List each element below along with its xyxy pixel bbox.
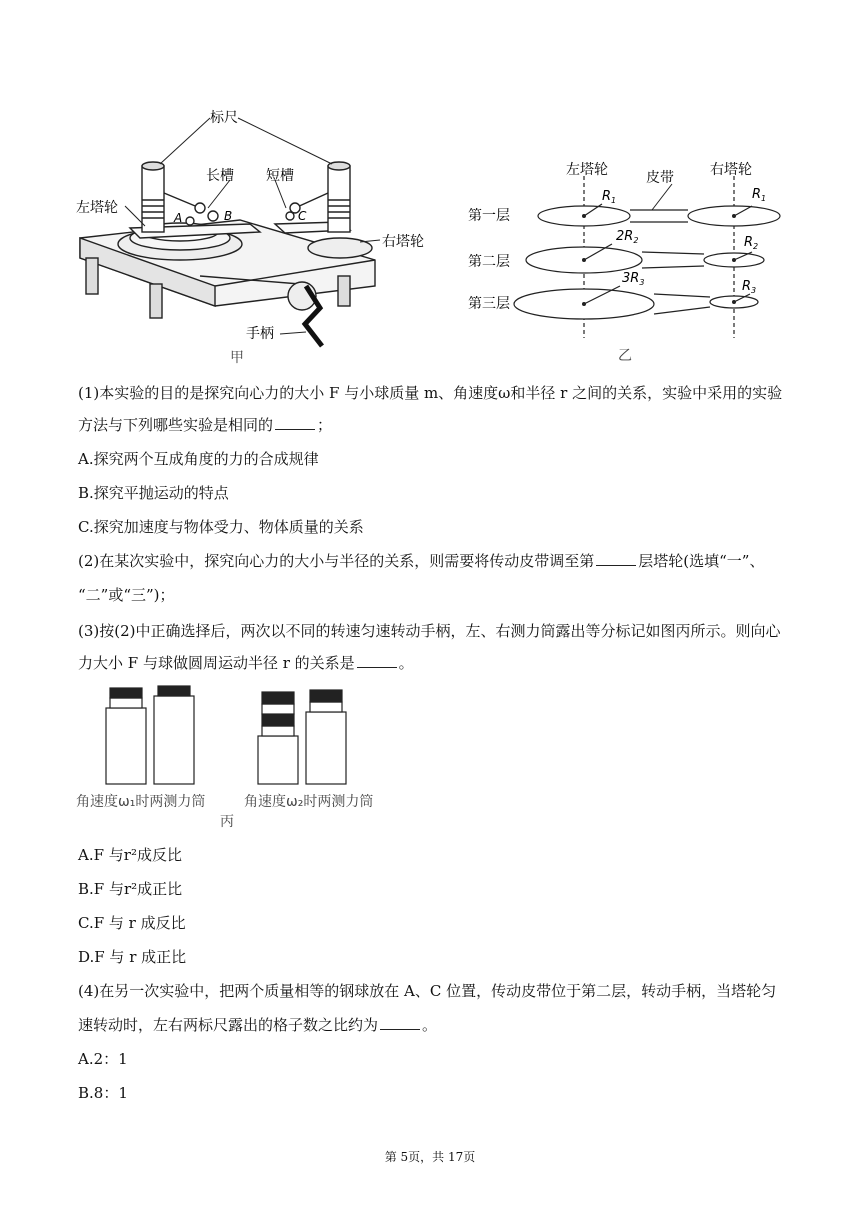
label-b: B <box>224 209 233 223</box>
q1-option-b: B.探究平抛运动的特点 <box>78 484 229 502</box>
q3-option-b: B.F 与r²成正比 <box>78 880 183 898</box>
q3-line2-end: 。 <box>398 654 414 672</box>
q3-line2-text: 力大小 F 与球做圆周运动半径 r 的关系是 <box>78 654 355 672</box>
label-duancao: 短槽 <box>266 168 294 184</box>
centripetal-apparatus-diagram <box>70 108 450 370</box>
label-layer-3: 第三层 <box>468 296 510 312</box>
q4-line1: (4)在另一次实验中，把两个质量相等的钢球放在 A、C 位置，传动皮带位于第二层，转动手柄，当塔轮匀 <box>78 982 777 1000</box>
label-zuotalun: 左塔轮 <box>76 200 118 216</box>
q1-option-c: C.探究加速度与物体受力、物体质量的关系 <box>78 518 364 536</box>
q4-option-b: B.8：1 <box>78 1084 128 1102</box>
q1-line1: (1)本实验的目的是探究向心力的大小 F 与小球质量 m、角速度ω和半径 r 之间的关系，实验中采用的实验 <box>78 384 783 402</box>
q1-line2 <box>78 414 332 436</box>
figure-bing <box>76 684 406 834</box>
label-belt: 皮带 <box>646 170 674 186</box>
q3-line2 <box>78 652 414 674</box>
q2-line1-end: 层塔轮(选填“一”、 <box>638 552 765 570</box>
label-c: C <box>298 209 307 223</box>
label-changcao: 长槽 <box>206 168 234 184</box>
figure-jia <box>70 108 450 370</box>
page-footer: 第 5页，共 17页 <box>384 1150 476 1164</box>
label-a: A <box>174 211 183 225</box>
q3-line1: (3)按(2)中正确选择后，两次以不同的转速匀速转动手柄，左、右测力筒露出等分标记如图丙所示。则向心 <box>78 622 781 640</box>
label-shoubing: 手柄 <box>246 326 274 342</box>
radius-left-1: $R_1$ <box>602 189 617 205</box>
q2-answer-blank <box>596 551 636 566</box>
label-layer-1: 第一层 <box>468 208 510 224</box>
q4-line2-end: 。 <box>422 1016 438 1034</box>
q3-answer-blank <box>357 653 397 668</box>
figure-yi <box>462 156 792 370</box>
caption-omega1: 角速度ω₁时两测力筒 <box>76 794 206 810</box>
radius-left-2: $2R_2$ <box>616 229 639 245</box>
caption-yi: 乙 <box>618 348 632 364</box>
caption-omega2: 角速度ω₂时两测力筒 <box>244 794 374 810</box>
q3-option-d: D.F 与 r 成正比 <box>78 948 187 966</box>
label-layer-2: 第二层 <box>468 254 510 270</box>
label-biaochi: 标尺 <box>210 110 238 126</box>
q1-option-a: A.探究两个互成角度的力的合成规律 <box>78 450 319 468</box>
q2-line2: “二”或“三”)； <box>78 586 175 604</box>
radius-right-3: $R_3$ <box>742 279 757 295</box>
q4-line2-text: 速转动时，左右两标尺露出的格子数之比约为 <box>78 1016 379 1034</box>
q3-option-c: C.F 与 r 成反比 <box>78 914 186 932</box>
q1-answer-blank <box>275 415 315 430</box>
q4-answer-blank <box>380 1015 420 1030</box>
q2-line1-text: (2)在某次实验中，探究向心力的大小与半径的关系，则需要将传动皮带调至第 <box>78 552 595 570</box>
tower-wheel-layers-diagram <box>462 156 792 370</box>
caption-bing: 丙 <box>220 814 234 830</box>
radius-left-3: $3R_3$ <box>622 271 645 287</box>
q4-line2 <box>78 1014 437 1036</box>
q1-line2-end: ； <box>317 416 333 434</box>
label-left-wheel: 左塔轮 <box>566 162 608 178</box>
q3-option-a: A.F 与r²成反比 <box>78 846 182 864</box>
q4-option-a: A.2：1 <box>78 1050 128 1068</box>
radius-right-1: $R_1$ <box>752 187 767 203</box>
force-cylinders-diagram <box>76 684 406 834</box>
radius-right-2: $R_2$ <box>744 235 759 251</box>
q2-line1 <box>78 550 764 572</box>
caption-jia: 甲 <box>230 350 244 366</box>
q1-line2-text: 方法与下列哪些实验是相同的 <box>78 416 274 434</box>
label-right-wheel: 右塔轮 <box>710 162 752 178</box>
label-youtalun: 右塔轮 <box>382 234 424 250</box>
